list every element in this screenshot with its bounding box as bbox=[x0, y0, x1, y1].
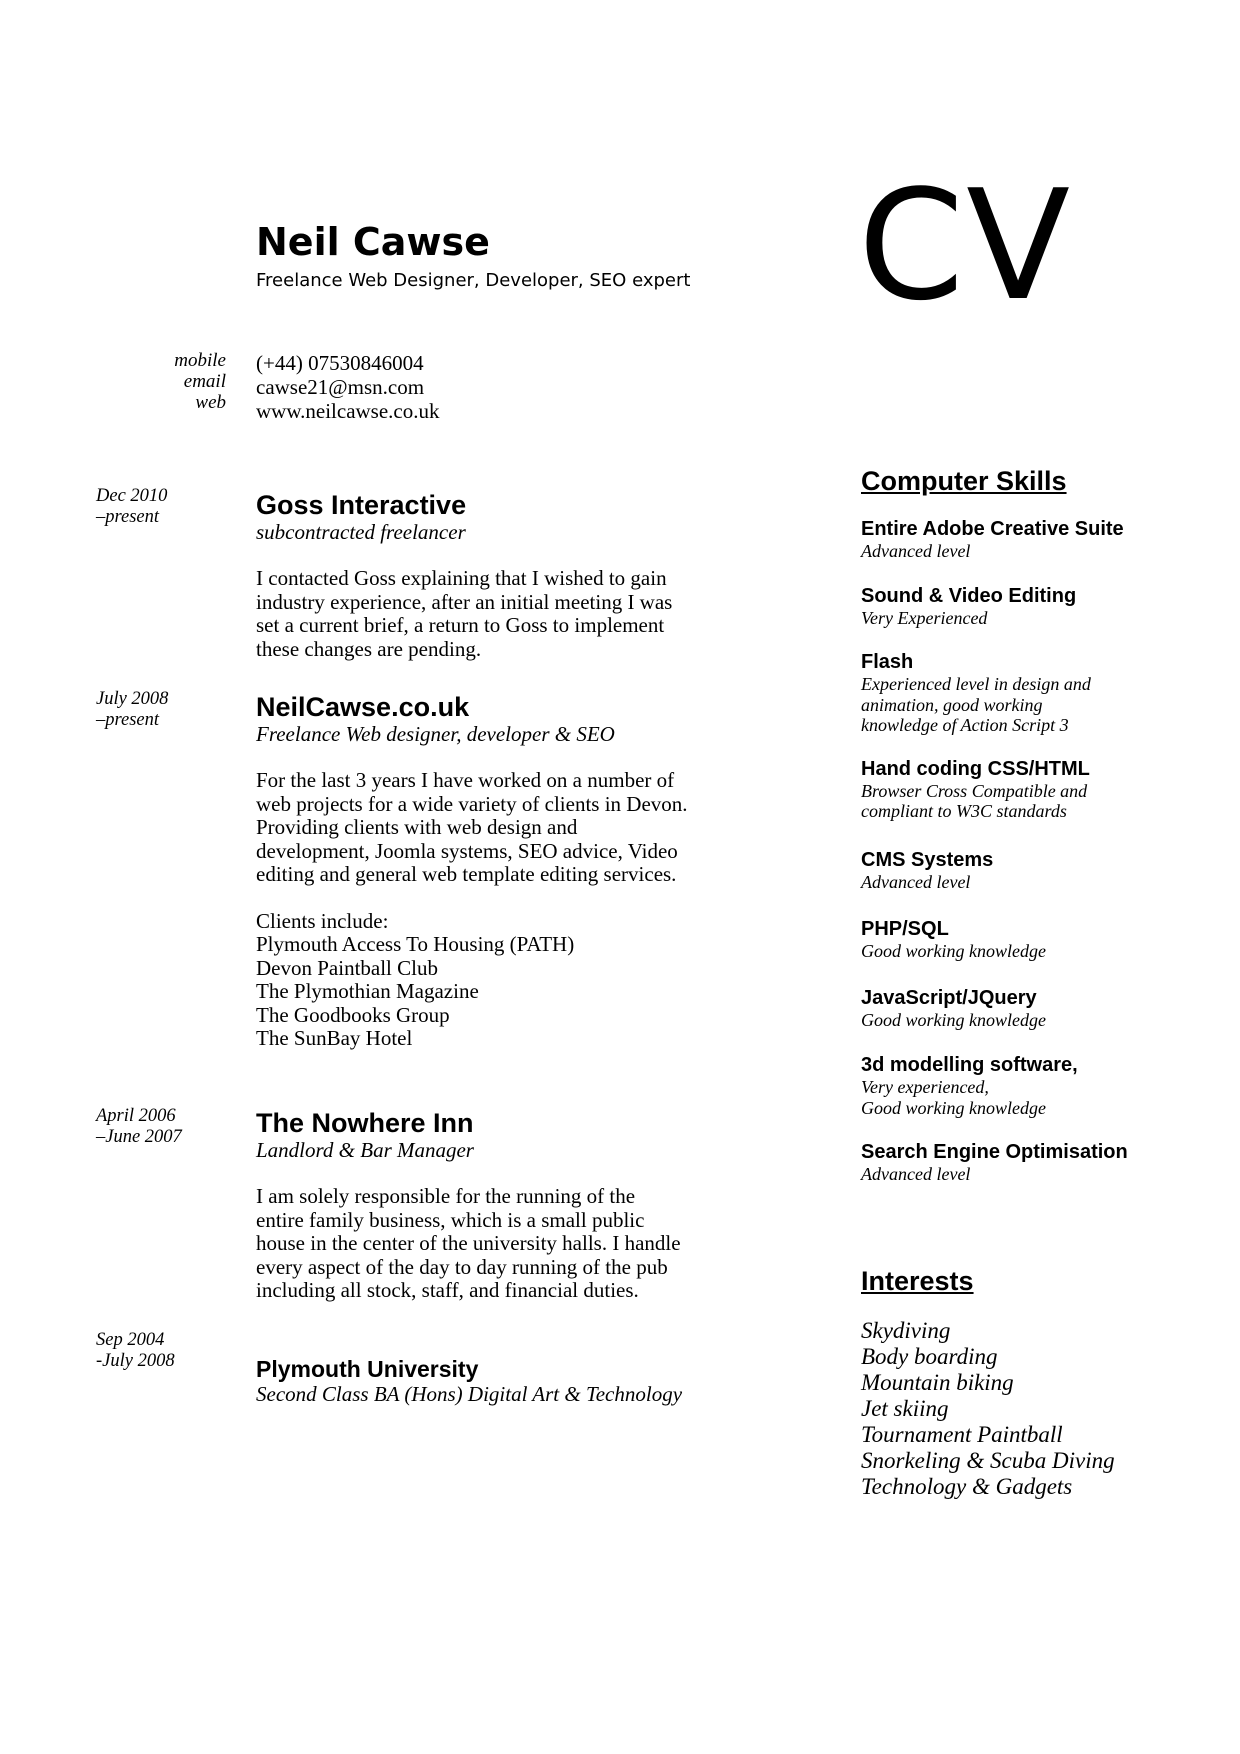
skill-item bbox=[861, 1054, 1231, 1118]
skill-name: Search Engine Optimisation bbox=[861, 1141, 1128, 1163]
candidate-tagline: Freelance Web Designer, Developer, SEO expert bbox=[256, 270, 691, 291]
skill-name: Hand coding CSS/HTML bbox=[861, 757, 1090, 780]
contact-email: cawse21@msn.com bbox=[256, 375, 425, 399]
job-description bbox=[256, 1185, 726, 1303]
job-role: Second Class BA (Hons) Digital Art & Technology bbox=[256, 1382, 683, 1406]
interest-item: Mountain biking bbox=[861, 1370, 1014, 1395]
contact-mobile: (+44) 07530846004 bbox=[256, 351, 424, 375]
skills-heading: Computer Skills bbox=[861, 466, 1067, 496]
skill-name: Entire Adobe Creative Suite bbox=[861, 518, 1124, 540]
description-line: industry experience, after an initial meeting I was bbox=[256, 589, 673, 614]
skill-note: animation, good working bbox=[861, 694, 1043, 715]
description-line: Providing clients with web design and bbox=[256, 815, 578, 839]
interest-item: Body boarding bbox=[861, 1344, 998, 1369]
skill-note: Advanced level bbox=[861, 541, 971, 561]
date-line: –present bbox=[96, 710, 160, 730]
experience-goss bbox=[256, 490, 726, 661]
contact-label-mobile: mobile bbox=[174, 350, 226, 371]
interest-item: Snorkeling & Scuba Diving bbox=[861, 1448, 1115, 1473]
job-description bbox=[256, 769, 726, 887]
skill-note: Good working knowledge bbox=[861, 941, 1046, 961]
job-role: Freelance Web designer, developer & SEO bbox=[256, 722, 615, 746]
skill-item bbox=[861, 1141, 1231, 1185]
description-line: these changes are pending. bbox=[256, 636, 482, 661]
interest-item: Technology & Gadgets bbox=[861, 1474, 1073, 1499]
description-line: For the last 3 years I have worked on a number of bbox=[256, 768, 675, 792]
skill-item bbox=[861, 987, 1231, 1031]
skill-item bbox=[861, 918, 1231, 962]
skill-note: Advanced level bbox=[861, 1164, 971, 1184]
job-role: Landlord & Bar Manager bbox=[256, 1138, 474, 1162]
job-description bbox=[256, 567, 726, 661]
skill-note: Very Experienced bbox=[861, 607, 988, 628]
contact-web: www.neilcawse.co.uk bbox=[256, 399, 440, 423]
description-line: every aspect of the day to day running of the pub bbox=[256, 1254, 668, 1279]
interest-item: Tournament Paintball bbox=[861, 1422, 1063, 1447]
education-date bbox=[96, 1330, 236, 1372]
skill-name: Sound & Video Editing bbox=[861, 584, 1077, 607]
job-title: Plymouth University bbox=[256, 1356, 479, 1382]
date-line: -July 2008 bbox=[96, 1351, 175, 1371]
skill-note: Good working knowledge bbox=[861, 1097, 1046, 1118]
client-item: The Plymothian Magazine bbox=[256, 979, 479, 1003]
description-line: editing and general web template editing services. bbox=[256, 862, 677, 886]
description-line: set a current brief, a return to Goss to implement bbox=[256, 613, 665, 637]
contact-label-web: web bbox=[195, 392, 226, 413]
skill-item bbox=[861, 585, 1231, 629]
client-item: The Goodbooks Group bbox=[256, 1002, 450, 1027]
interest-item: Jet skiing bbox=[861, 1396, 949, 1421]
date-line: April 2006 bbox=[96, 1106, 176, 1126]
description-line: I contacted Goss explaining that I wished to gain bbox=[256, 566, 667, 590]
description-line: I am solely responsible for the running of the bbox=[256, 1184, 636, 1208]
description-line: entire family business, which is a small public bbox=[256, 1207, 645, 1232]
job-title: NeilCawse.co.uk bbox=[256, 692, 470, 722]
interests-section bbox=[861, 1266, 1231, 1500]
description-line: house in the center of the university halls. I handle bbox=[256, 1231, 681, 1255]
description-line: development, Joomla systems, SEO advice, Video bbox=[256, 838, 678, 863]
skill-item bbox=[861, 849, 1231, 893]
interests-heading: Interests bbox=[861, 1266, 974, 1296]
contact-label-email: email bbox=[183, 371, 226, 392]
description-line: including all stock, staff, and financial duties. bbox=[256, 1278, 639, 1302]
skill-item bbox=[861, 758, 1231, 822]
experience-nowhere-inn bbox=[256, 1108, 726, 1303]
skill-name: Flash bbox=[861, 651, 914, 673]
cv-heading: CV bbox=[858, 157, 1073, 334]
skill-item bbox=[861, 518, 1231, 562]
date-line: Dec 2010 bbox=[96, 486, 168, 506]
experience-date-nowhere-inn bbox=[96, 1106, 236, 1148]
skill-note: Experienced level in design and bbox=[861, 674, 1091, 694]
client-item: Plymouth Access To Housing (PATH) bbox=[256, 932, 575, 956]
skill-note: Very experienced, bbox=[861, 1077, 989, 1097]
computer-skills-section bbox=[861, 466, 1231, 1185]
experience-date-neilcawse bbox=[96, 689, 236, 731]
experience-date-goss bbox=[96, 486, 236, 528]
job-title: Goss Interactive bbox=[256, 490, 467, 520]
job-role: subcontracted freelancer bbox=[256, 520, 466, 544]
contact-values bbox=[256, 351, 440, 423]
date-line: July 2008 bbox=[96, 689, 169, 709]
candidate-name: Neil Cawse bbox=[256, 220, 490, 264]
clients-heading: Clients include: bbox=[256, 908, 389, 933]
client-item: The SunBay Hotel bbox=[256, 1026, 413, 1050]
skill-item bbox=[861, 651, 1231, 736]
client-list bbox=[256, 910, 726, 1051]
skill-note: Browser Cross Compatible and bbox=[861, 780, 1088, 801]
skill-name: CMS Systems bbox=[861, 848, 994, 871]
date-line: Sep 2004 bbox=[96, 1330, 165, 1350]
description-line: web projects for a wide variety of clients in Devon. bbox=[256, 791, 688, 816]
skill-note: compliant to W3C standards bbox=[861, 801, 1067, 821]
skill-note: Advanced level bbox=[861, 871, 971, 892]
skill-name: 3d modelling software, bbox=[861, 1054, 1078, 1076]
client-item: Devon Paintball Club bbox=[256, 955, 438, 980]
interest-item: Skydiving bbox=[861, 1318, 951, 1343]
skill-note: knowledge of Action Script 3 bbox=[861, 715, 1069, 735]
job-title: The Nowhere Inn bbox=[256, 1108, 474, 1138]
date-line: –June 2007 bbox=[96, 1127, 182, 1147]
skill-note: Good working knowledge bbox=[861, 1009, 1046, 1030]
contact-labels bbox=[120, 350, 226, 413]
interests-list bbox=[861, 1318, 1231, 1500]
date-line: –present bbox=[96, 507, 160, 527]
skill-name: PHP/SQL bbox=[861, 918, 949, 940]
experience-neilcawse bbox=[256, 692, 726, 1051]
education-plymouth bbox=[256, 1356, 726, 1406]
skill-name: JavaScript/JQuery bbox=[861, 986, 1037, 1009]
